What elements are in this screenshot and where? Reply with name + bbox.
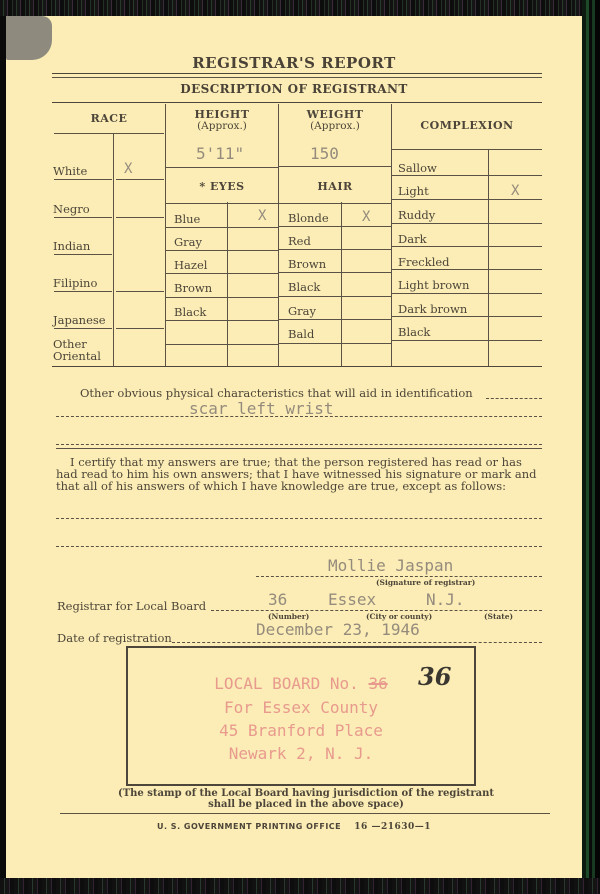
scan-border-right [582,0,600,894]
complexion-light-brown-label: Light brown [398,278,470,292]
race-other-oriental-label: Other Oriental [53,337,101,363]
date-value[interactable]: December 23, 1946 [256,620,420,639]
rule [166,167,278,168]
rule [116,291,164,292]
rule [116,179,164,180]
dashed-line [56,444,542,445]
dashed-line [486,398,542,399]
race-japanese-label: Japanese [53,313,106,327]
rule [54,217,112,218]
complexion-freckled-label: Freckled [398,255,450,269]
rule [116,328,164,329]
complexion-dark-label: Dark [398,232,427,246]
stamp-caption [106,788,506,810]
table-top-rule [52,102,542,103]
form-subtitle: DESCRIPTION OF REGISTRANT [180,82,408,96]
registration-card [6,16,582,878]
date-label: Date of registration [57,631,172,645]
eyes-brown-label: Brown [174,281,213,295]
title-rule-bottom [52,77,542,78]
rule [392,293,542,294]
printer-footer [6,822,582,832]
hair-bald-label: Bald [288,327,315,341]
form-number: 16 —21630—1 [354,822,432,832]
hair-blonde-mark[interactable]: X [362,209,371,225]
complexion-light-mark[interactable]: X [511,183,520,199]
complexion-dark-brown-label: Dark brown [398,302,468,316]
form-title: REGISTRAR'S REPORT [192,54,396,72]
complexion-header: COMPLEXION [420,119,514,132]
county-caption: (City or county) [366,612,433,621]
hair-gray-label: Gray [288,304,317,318]
stamp-caption-line-2: shall be placed in the above space) [208,799,404,810]
rule [279,249,391,250]
complexion-sallow-label: Sallow [398,161,437,175]
rule [54,328,112,329]
height-header: HEIGHT (Approx.) [194,108,250,132]
dashed-line [56,546,542,547]
rule [392,269,542,270]
scan-border-top [0,0,600,16]
local-board-stamp-area [126,646,476,786]
certification-text: I certify that my answers are true; that the person registered has read or has had read to him his own answers; that I have witnessed his signature or mark and that all of his answers of which I have knowledge are true, except as follows: [56,455,537,493]
stamp-caption-line-1: (The stamp of the Local Board having jurisdiction of the registrant [117,788,495,799]
local-board-county[interactable]: Essex [328,590,377,609]
table-bottom-rule [52,366,542,367]
rule [166,297,278,298]
rule [279,296,391,297]
rule [166,227,278,228]
height-divider-left [165,104,166,366]
signature-caption: (Signature of registrar) [376,578,476,587]
weight-header: WEIGHT (Approx.) [306,108,364,132]
local-board-state[interactable]: N.J. [426,590,465,609]
hair-brown-label: Brown [288,257,327,271]
stamp-line-2: For Essex County [223,698,379,717]
rule [166,320,278,321]
stamp-handwritten-number: 36 [418,662,452,691]
rule [392,246,542,247]
eyes-gray-label: Gray [174,235,203,249]
weight-value[interactable]: 150 [310,144,339,163]
stamp-struck-number: 36 [368,674,388,693]
rule [54,254,112,255]
hair-red-label: Red [288,234,311,248]
complexion-black-label: Black [398,325,431,339]
local-board-label: Registrar for Local Board [57,599,207,613]
rule [279,319,391,320]
dashed-line [211,610,542,611]
rule [54,179,112,180]
registrar-signature[interactable]: Mollie Jaspan [328,556,454,575]
rule [392,199,542,200]
race-header: RACE [90,112,128,125]
title-rule-top [52,73,542,74]
race-white-mark[interactable]: X [124,161,133,177]
eyes-black-label: Black [174,305,207,319]
eyes-blue-label: Blue [174,212,201,226]
eyes-blue-mark[interactable]: X [258,208,267,224]
local-board-number[interactable]: 36 [268,590,288,609]
rule [279,272,391,273]
stamp-line-4: Newark 2, N. J. [228,744,374,763]
dashed-line [256,576,542,577]
rule [279,166,391,167]
race-filipino-label: Filipino [53,276,98,290]
rule [279,203,391,204]
other-characteristics-label: Other obvious physical characteristics that will aid in identification [80,386,473,400]
complexion-mark-divider [488,149,489,366]
complexion-light-label: Light [398,184,429,198]
rule [279,226,391,227]
race-indian-label: Indian [53,239,91,253]
scan-border-bottom [0,878,600,894]
dashed-line [56,518,542,519]
rule [392,340,542,341]
hair-black-label: Black [288,280,321,294]
complexion-ruddy-label: Ruddy [398,208,436,222]
rule [392,223,542,224]
printer-name: U. S. GOVERNMENT PRINTING OFFICE [156,822,342,831]
footer-rule [60,813,550,814]
dashed-line [172,642,542,643]
height-value[interactable]: 5'11" [196,144,245,163]
eyes-header: * EYES [199,180,245,193]
weight-divider-left [278,104,279,366]
rule [166,203,278,204]
rule [392,175,542,176]
rule [279,343,391,344]
rule [54,291,112,292]
stamp-line-1: LOCAL BOARD No. 36 [214,674,388,693]
hair-header: HAIR [317,180,353,193]
rule [166,344,278,345]
race-white-label: White [53,164,88,178]
state-caption: (State) [484,612,514,621]
rule [166,273,278,274]
rule [392,316,542,317]
hair-blonde-label: Blonde [288,211,329,225]
eyes-hazel-label: Hazel [174,258,208,272]
rule [116,217,164,218]
rule [166,250,278,251]
race-divider [113,134,114,366]
other-characteristics-value[interactable]: scar left wrist [189,399,334,418]
stamp-line-3: 45 Branford Place [219,721,383,740]
rule [56,448,542,449]
complexion-divider-left [391,104,392,366]
number-caption: (Number) [268,612,310,621]
race-negro-label: Negro [53,202,90,216]
dashed-line [56,416,542,417]
rule [392,149,542,150]
race-header-rule [54,133,164,134]
